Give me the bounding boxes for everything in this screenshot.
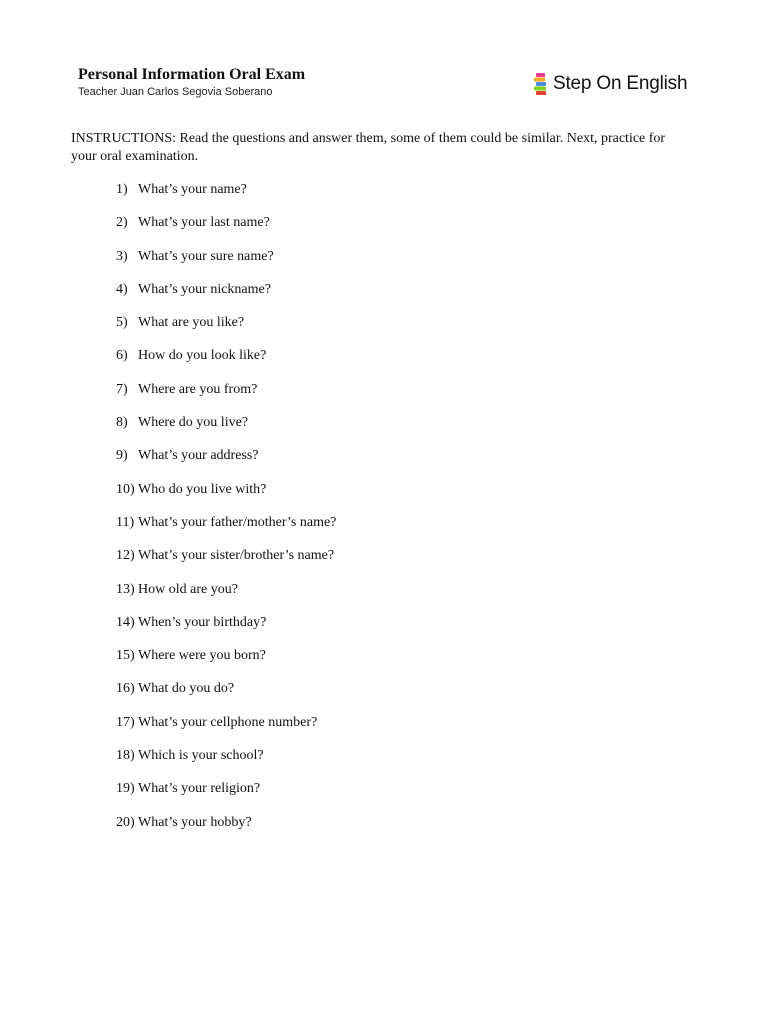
question-text: What are you like? <box>138 315 245 331</box>
question-text: What’s your father/mother’s name? <box>138 514 337 530</box>
question-text: What’s your cellphone number? <box>138 714 318 730</box>
question-number: 12) <box>116 548 135 564</box>
question-number: 19) <box>116 781 135 797</box>
question-text: When’s your birthday? <box>138 614 267 630</box>
question-item <box>116 514 336 547</box>
question-text: What’s your last name? <box>138 215 270 231</box>
question-item <box>116 281 336 314</box>
question-item <box>116 414 336 447</box>
question-number: 6) <box>116 348 128 364</box>
question-number: 1) <box>116 182 128 197</box>
question-number: 14) <box>116 614 135 630</box>
question-item <box>116 214 336 247</box>
question-text: What do you do? <box>138 681 235 697</box>
questions-list <box>116 181 336 847</box>
question-number: 2) <box>116 215 128 231</box>
question-item <box>116 814 336 847</box>
question-number: 20) <box>116 814 135 830</box>
question-text: What’s your religion? <box>138 781 261 797</box>
question-text: What’s your sure name? <box>138 248 274 264</box>
question-text: Which is your school? <box>138 748 264 764</box>
question-item <box>116 581 336 614</box>
question-number: 15) <box>116 648 135 664</box>
question-number: 8) <box>116 415 128 431</box>
question-number: 3) <box>116 248 128 264</box>
question-item <box>116 481 336 514</box>
question-item <box>116 447 336 480</box>
question-number: 18) <box>116 748 135 764</box>
question-number: 13) <box>116 581 135 597</box>
document-title: Personal Information Oral Exam <box>78 66 306 83</box>
question-text: What’s your address? <box>138 448 259 464</box>
question-number: 11) <box>116 514 135 530</box>
question-text: What’s your hobby? <box>138 814 252 830</box>
teacher-name: Teacher Juan Carlos Segovia Soberano <box>78 86 273 98</box>
question-item <box>116 314 336 347</box>
question-item <box>116 248 336 281</box>
logo-text: Step On English <box>553 73 688 94</box>
instructions-text: INSTRUCTIONS: Read the questions and answer them, some of them could be similar. Next, practice for your oral examination. <box>71 131 666 164</box>
question-text: Where do you live? <box>138 415 249 431</box>
question-item <box>116 547 336 580</box>
step-logo-icon <box>534 73 550 95</box>
question-text: Where were you born? <box>138 648 266 664</box>
question-number: 16) <box>116 681 135 697</box>
step-on-english-logo <box>534 72 687 96</box>
question-number: 17) <box>116 714 135 730</box>
question-item <box>116 680 336 713</box>
question-item <box>116 347 336 380</box>
question-text: What’s your sister/brother’s name? <box>138 548 335 564</box>
question-item <box>116 714 336 747</box>
question-number: 7) <box>116 381 128 397</box>
question-text: How old are you? <box>138 581 238 597</box>
question-text: How do you look like? <box>138 348 267 364</box>
question-item <box>116 747 336 780</box>
question-number: 4) <box>116 281 128 297</box>
question-item <box>116 780 336 813</box>
question-text: Where are you from? <box>138 381 258 397</box>
question-item <box>116 181 336 214</box>
question-item <box>116 614 336 647</box>
question-number: 9) <box>116 448 128 464</box>
question-item <box>116 647 336 680</box>
question-number: 5) <box>116 315 128 331</box>
question-text: Who do you live with? <box>138 481 267 497</box>
question-text: What’s your name? <box>138 182 247 197</box>
question-number: 10) <box>116 481 135 497</box>
question-text: What’s your nickname? <box>138 281 271 297</box>
question-item <box>116 381 336 414</box>
